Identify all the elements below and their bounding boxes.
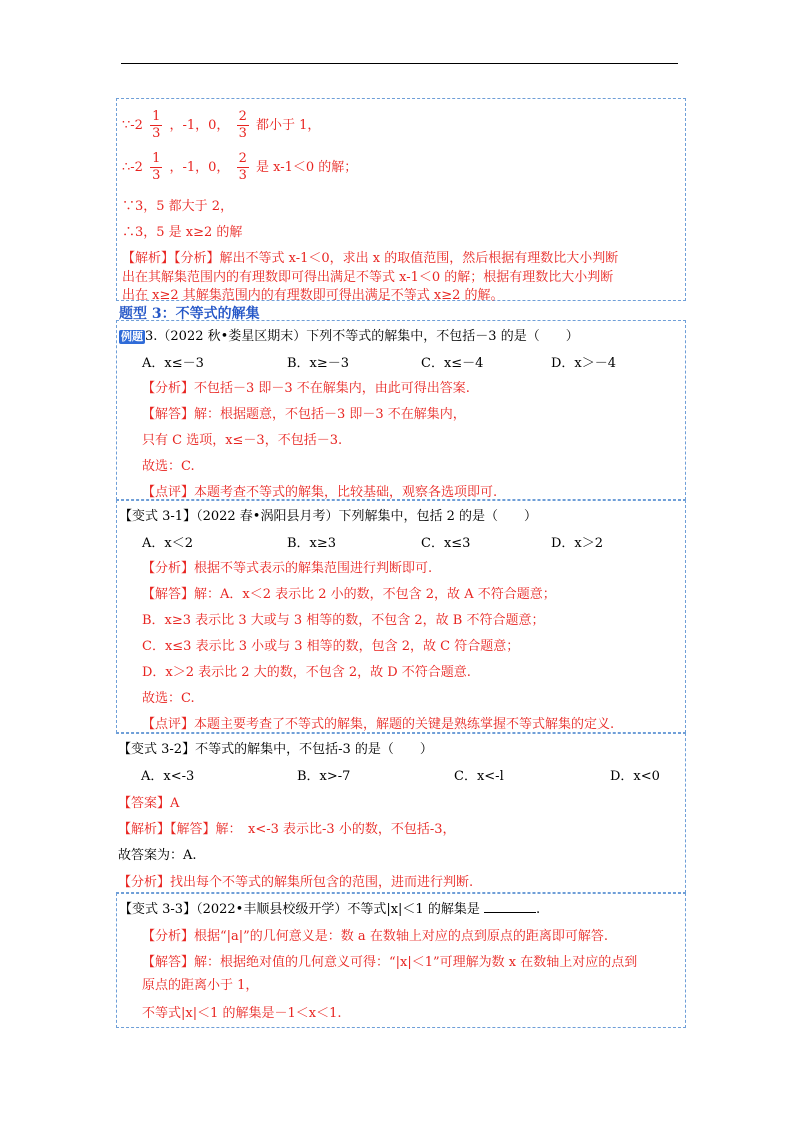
analysis-line-2: 出在其解集范围内的有理数即可得出满足不等式 x-1＜0 的解；根据有理数比大小判断 — [122, 270, 614, 285]
option-b: B．x≥－3 — [287, 356, 350, 371]
option-a: A．x<-3 — [141, 769, 195, 784]
question-line: 例题 3.（2022 秋•娄星区期末）下列不等式的解集中，不包括－3 的是（ ） — [121, 329, 579, 344]
option-a: A．x≤－3 — [142, 356, 204, 371]
option-b: B．x>-7 — [297, 769, 351, 784]
answer-line-3: C．x≤3 表示比 3 小或与 3 相等的数，包含 2，故 C 符合题意； — [142, 639, 520, 654]
answer-line-1: 【解答】解：A．x＜2 表示比 2 小的数，不包含 2，故 A 不符合题意； — [142, 587, 556, 602]
answer-line-3: 不等式|x|＜1 的解集是－1＜x＜1. — [142, 1006, 342, 1021]
answer-blank[interactable] — [484, 900, 536, 913]
fraction: $\frac{2}{3}$ — [238, 151, 247, 183]
option-c: C．x≤－4 — [421, 356, 484, 371]
fraction: $\frac{1}{3}$ — [152, 151, 161, 183]
fraction: $\frac{2}{3}$ — [238, 109, 247, 141]
analysis-line: 【分析】根据“|a|”的几何意义是：数 a 在数轴上对应的点到原点的距离即可解答. — [142, 929, 608, 944]
reason-line-1: ∵-2 $\frac{1}{3}$ ，-1，0， $\frac{2}{3}$ 都小于 1， — [122, 109, 321, 141]
answer-line-2: B．x≥3 表示比 3 大或与 3 相等的数，不包含 2，故 B 不符合题意； — [142, 613, 545, 628]
answer-line-3: 故选：C. — [142, 459, 195, 474]
reason-line-4: ∴3，5 是 x≥2 的解 — [122, 225, 243, 240]
explain-line: 【解析】【解答】解： x<-3 表示比-3 小的数，不包括-3， — [118, 822, 456, 837]
reason-line-2: ∴-2 $\frac{1}{3}$ ，-1，0， $\frac{2}{3}$ 是 x-1＜0 的解； — [122, 151, 358, 183]
question-line: 【变式 3-2】不等式的解集中，不包括-3 的是（ ） — [118, 742, 433, 757]
option-d: D．x＞－4 — [551, 356, 617, 371]
header-rule — [121, 63, 678, 64]
example-box — [116, 320, 686, 500]
option-c: C．x<-l — [454, 769, 504, 784]
option-c: C．x≤3 — [421, 536, 471, 551]
answer-line-1: 【解答】解：根据绝对值的几何意义可得：“|x|＜1”可理解为数 x 在数轴上对应的点到 — [142, 955, 638, 970]
variant-3-2-box — [116, 733, 686, 893]
analysis-line: 【分析】找出每个不等式的解集所包含的范围，进而进行判断. — [118, 875, 474, 890]
answer-line-1: 【解答】解：根据题意，不包括－3 即－3 不在解集内， — [142, 407, 466, 422]
reason-line-3: ∵3，5 都大于 2， — [122, 199, 234, 214]
comment-line: 【点评】本题考查不等式的解集，比较基础，观察各选项即可. — [142, 485, 498, 500]
variant-3-3-box — [116, 893, 686, 1028]
solution-box-1 — [116, 98, 686, 301]
analysis-line: 【分析】根据不等式表示的解集范围进行判断即可. — [142, 561, 433, 576]
variant-3-1-box — [116, 500, 686, 733]
example-tag: 例题 — [121, 330, 143, 343]
section-title: 题型 3：不等式的解集 — [119, 306, 260, 322]
analysis-line-3: 出在 x≥2 其解集范围内的有理数即可得出满足不等式 x≥2 的解。 — [122, 288, 504, 303]
option-d: D．x<0 — [610, 769, 660, 784]
question-line: 【变式 3-1】（2022 春•涡阳县月考）下列解集中，包括 2 的是（ ） — [119, 509, 537, 524]
answer-line-2: 只有 C 选项，x≤－3，不包括－3. — [142, 433, 343, 448]
option-b: B．x≥3 — [287, 536, 337, 551]
analysis-line: 【分析】不包括－3 即－3 不在解集内，由此可得出答案. — [142, 381, 470, 396]
answer-line-4: D．x＞2 表示比 2 大的数，不包含 2，故 D 不符合题意. — [142, 665, 471, 680]
analysis-line-1: 【解析】【分析】解出不等式 x-1＜0，求出 x 的取值范围，然后根据有理数比大小判断 — [122, 251, 619, 266]
answer-label: 【答案】A — [118, 796, 180, 811]
option-a: A．x＜2 — [142, 536, 193, 551]
comment-line: 【点评】本题主要考查了不等式的解集，解题的关键是熟练掌握不等式解集的定义. — [142, 717, 615, 732]
option-d: D．x＞2 — [551, 536, 604, 551]
answer-line-5: 故选：C. — [142, 691, 195, 706]
question-line: 【变式 3-3】（2022•丰顺县校级开学）不等式|x|＜1 的解集是 . — [119, 902, 541, 917]
result-line: 故答案为：A. — [118, 848, 197, 863]
fraction: $\frac{1}{3}$ — [152, 109, 161, 141]
answer-line-2: 原点的距离小于 1， — [142, 978, 259, 993]
